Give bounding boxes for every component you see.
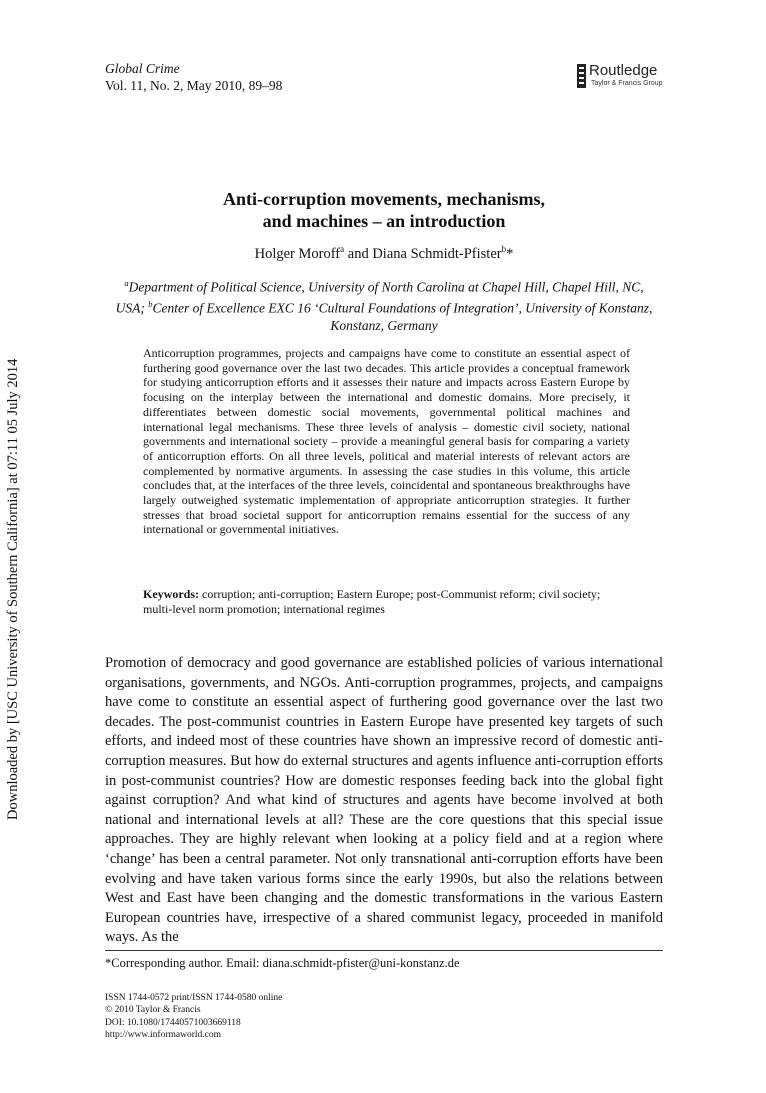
download-note: Downloaded by [USC University of Southern California] at 07:11 05 July 2014: [5, 358, 21, 820]
body-paragraph: Promotion of democracy and good governance are established policies of various international organisations, governments, and NGOs. Anti-corruption programmes, projects, and campaigns have come to constitute an essential aspect of furthering good governance over the last two decades. The post-communist countries in Eastern Europe have presented key targets of such efforts, and indeed most of these countries have shown an impressive record of domestic anti-corruption measures. But how do external structures and agents influence anti-corruption efforts in post-communist countries? How are domestic responses feeding back into the global fight against corruption? And what kind of structures and agents have become involved at both national and international levels at all? These are the core questions that this special issue approaches. They are highly relevant when looking at a policy field and at a region where ‘change’ has been a central parameter. Not only transnational anti-corruption efforts have been evolving and have taken various forms since the early 1990s, but also the relations between West and East have been changing and the domestic transformations in the various Eastern European countries have, irrespective of a shared communist legacy, proceeded in manifold ways. As the: [105, 655, 663, 946]
article-title: [105, 188, 663, 232]
author-separator: and: [344, 245, 373, 262]
author-1: Holger Moroff: [254, 245, 341, 262]
title-line-2: and machines – an introduction: [262, 211, 506, 231]
affil-a-mark: a: [124, 278, 129, 288]
keywords-label: Keywords:: [143, 587, 199, 601]
affil-b: Center of Excellence EXC 16 ‘Cultural Foundations of Integration’, University of Konstanz, Konstanz, Germany: [152, 300, 653, 333]
affil-a: Department of Political Science, University of North Carolina at Chapel Hill, Chapel Hill, NC, USA;: [115, 279, 644, 316]
issn: ISSN 1744-0572 print/ISSN 1744-0580 online: [105, 993, 283, 1003]
authors: [105, 240, 663, 263]
footnote: *Corresponding author. Email: diana.schmidt-pfister@uni-konstanz.de: [105, 956, 460, 970]
copyright: © 2010 Taylor & Francis: [105, 1005, 201, 1016]
affiliations: [112, 275, 656, 334]
publisher-logo: [577, 62, 687, 92]
doi: DOI: 10.1080/17440571003669118: [105, 1017, 241, 1028]
footnote-divider: [105, 950, 663, 951]
keywords-text: corruption; anti-corruption; Eastern Europe; post-Communist reform; civil society; multi-level norm promotion; international regimes: [143, 587, 601, 616]
url-link[interactable]: http://www.informaworld.com: [105, 1029, 222, 1040]
author-2: Diana Schmidt-Pfister: [372, 245, 502, 262]
keywords: [143, 587, 630, 616]
abstract: Anticorruption programmes, projects and campaigns have come to constitute an essential aspect of furthering good governance over the last two decades. This article provides a conceptual framework for studying anticorruption efforts and it assesses their nature and impacts across Eastern Europe by focusing on the interplay between the international and domestic domains. More precisely, it differentiates between domestic social movements, governmental political machines and international legal mechanisms. These three levels of analysis – domestic civil society, national governments and international society – provide a meaningful general basis for comparing a variety of anticorruption efforts. On all three levels, political and material interests of relevant actors are complemented by normative arguments. In assessing the case studies in this volume, this article concludes that, at the interfaces of the three levels, coincidental and spontaneous breakthroughs have largely outweighed systematic implementation of appropriate anticorruption strategies. It further stresses that broad societal support for anticorruption remains essential for the success of any international or governmental initiatives.: [143, 346, 630, 537]
journal-name: Global Crime: [105, 61, 180, 76]
publication-meta: [105, 992, 282, 1041]
author-1-affil-mark: a: [340, 244, 345, 254]
volume-info: Vol. 11, No. 2, May 2010, 89–98: [105, 78, 283, 93]
journal-header: [105, 60, 282, 94]
title-line-1: Anti-corruption movements, mechanisms,: [223, 189, 545, 209]
publisher-group: Taylor & Francis Group: [591, 80, 663, 87]
publisher-name: Routledge: [589, 62, 658, 79]
author-2-affil-mark: b: [501, 244, 507, 254]
routledge-logo-icon: [577, 64, 586, 88]
corresponding-mark: *: [506, 245, 514, 262]
affil-b-mark: b: [148, 298, 153, 309]
